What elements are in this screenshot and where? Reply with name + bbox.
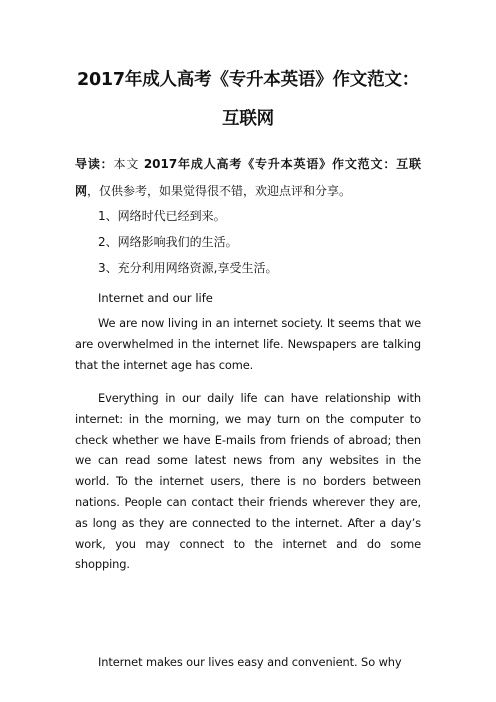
lead-prefix: 导读： [75,157,114,171]
document-title: 2017年成人高考《专升本英语》作文范文： [76,70,419,90]
outline-item: 3、充分利用网络资源,享受生活。 [98,261,278,275]
essay-paragraph: We are now living in an internet society. It seems that we are overwhelmed in the internet life. Newspapers are talking that the internet age has come. [75,316,421,372]
lead-text: 本文 [113,157,144,171]
essay-paragraph: Everything in our daily life can have relationship with internet: in the morning, we may turn on the computer to check whether we have E-mails from friends of abroad; then we can read some latest news from any websites in the world. To the internet users, there is no borders between nations. People can contact their friends wherever they are, as long as they are connected to the internet. After a day’s work, you may connect to the internet and do some shopping. [75,391,421,572]
lead-bold-title: 2017年成人高考《专升本英语》作文范文：互联网 [75,157,421,198]
essay-title: Internet and our life [98,291,213,305]
document-title-continued: 互联网 [222,109,274,129]
outline-item: 2、网络影响我们的生活。 [98,235,238,249]
lead-suffix: ，仅供参考，如果觉得很不错，欢迎点评和分享。 [87,184,352,198]
outline-item: 1、网络时代已经到来。 [98,209,226,223]
essay-paragraph: Internet makes our lives easy and convenient. So why [98,655,402,669]
lead-paragraph [75,151,421,205]
